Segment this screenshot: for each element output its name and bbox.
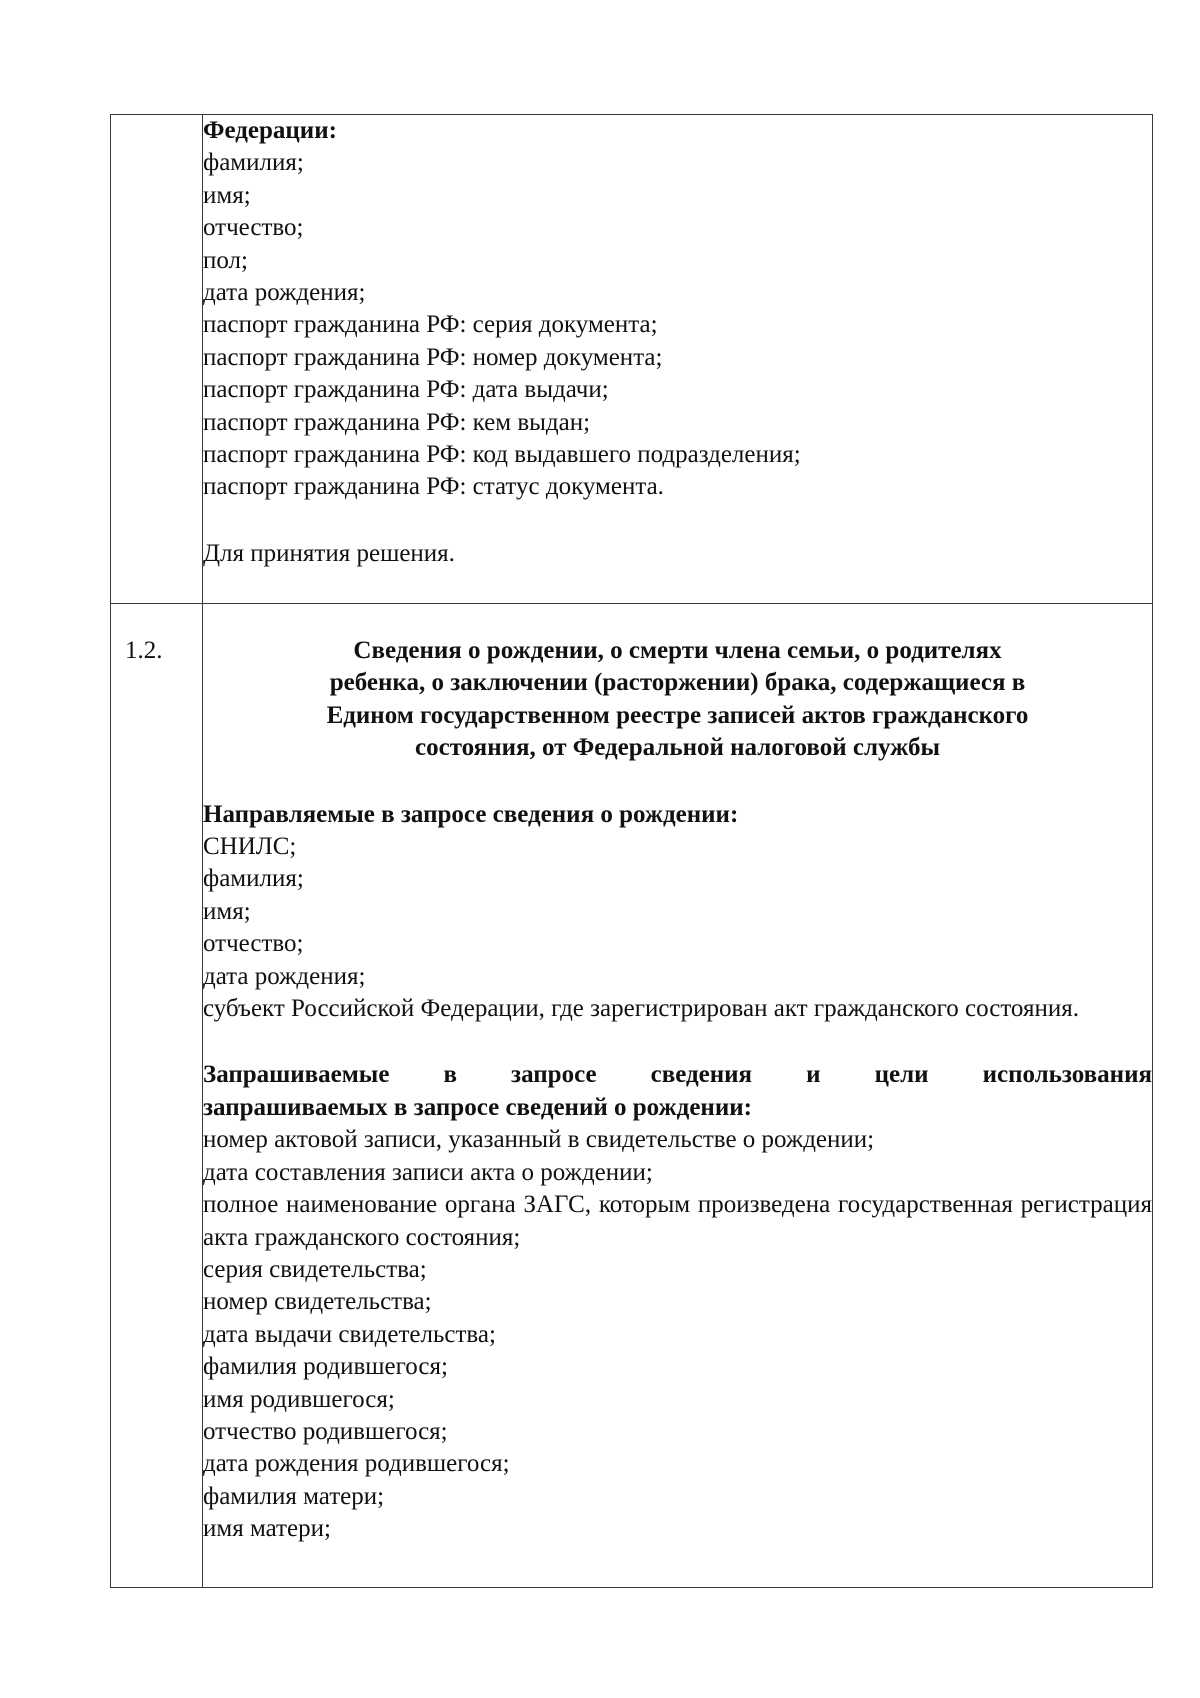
spacer	[203, 1025, 1152, 1059]
heading-word: Запрашиваемые	[203, 1061, 390, 1089]
list-item: номер актовой записи, указанный в свидетельстве о рождении;	[203, 1126, 875, 1154]
heading-word: цели	[874, 1061, 929, 1089]
section-title-line: Едином государственном реестре записей актов гражданского	[326, 701, 1029, 729]
list-item: фамилия;	[203, 149, 304, 177]
list-item: фамилия;	[203, 865, 304, 893]
sent-info-heading: Направляемые в запросе сведения о рождении:	[203, 800, 739, 828]
heading-word: запросе	[511, 1061, 597, 1089]
section-heading: Федерации:	[203, 117, 337, 144]
list-item: дата рождения;	[203, 279, 366, 307]
requested-info-heading-line2: запрашиваемых в запросе сведений о рождении:	[203, 1093, 752, 1121]
list-item: отчество;	[203, 214, 304, 242]
heading-word: сведения	[650, 1061, 753, 1089]
list-item: имя родившегося;	[203, 1385, 395, 1413]
list-item: субъект Российской Федерации, где зарегистрирован акт гражданского состояния.	[203, 995, 1079, 1023]
list-item: дата выдачи свидетельства;	[203, 1320, 496, 1348]
list-item: дата рождения;	[203, 962, 366, 990]
list-item: паспорт гражданина РФ: номер документа;	[203, 343, 663, 371]
list-item: паспорт гражданина РФ: дата выдачи;	[203, 376, 609, 404]
list-item: паспорт гражданина РФ: код выдавшего подразделения;	[203, 441, 801, 469]
row-content-cell	[203, 604, 1153, 1588]
list-item: дата рождения родившегося;	[203, 1450, 510, 1478]
section-title-line: Сведения о рождении, о смерти члена семьи, о родителях	[353, 637, 1002, 664]
row-number-cell	[111, 115, 203, 604]
list-item: СНИЛС;	[203, 833, 297, 861]
list-item: серия свидетельства;	[203, 1255, 427, 1283]
list-item: номер свидетельства;	[203, 1288, 432, 1316]
data-table	[110, 114, 1153, 1588]
heading-word: использования	[982, 1061, 1152, 1089]
list-item: полное наименование органа ЗАГС, которым произведена государственная регистрация акта гражданского состояния;	[203, 1191, 1152, 1251]
list-item: имя матери;	[203, 1515, 331, 1543]
spacer	[203, 765, 1152, 799]
list-item: отчество родившегося;	[203, 1417, 448, 1445]
row-content-cell	[203, 115, 1153, 604]
section-title-line: ребенка, о заключении (расторжении) брака, содержащиеся в	[329, 669, 1026, 697]
purpose-text: Для принятия решения.	[203, 539, 455, 567]
row-number-cell: 1.2.	[111, 604, 203, 1588]
table-row	[111, 115, 1153, 604]
list-item: имя;	[203, 181, 251, 209]
list-item: отчество;	[203, 930, 304, 958]
heading-word: в	[443, 1061, 457, 1089]
list-item: имя;	[203, 897, 251, 925]
list-item: дата составления записи акта о рождении;	[203, 1158, 653, 1186]
list-item: паспорт гражданина РФ: кем выдан;	[203, 408, 591, 436]
spacer	[203, 504, 1152, 538]
list-item: фамилия родившегося;	[203, 1353, 448, 1381]
list-item: паспорт гражданина РФ: серия документа;	[203, 311, 658, 339]
section-title-line: состояния, от Федеральной налоговой службы	[415, 734, 940, 762]
list-item: паспорт гражданина РФ: статус документа.	[203, 473, 664, 501]
requested-info-heading	[203, 1059, 1152, 1091]
list-item: пол;	[203, 246, 248, 274]
table-row	[111, 604, 1153, 1588]
list-item: фамилия матери;	[203, 1482, 385, 1510]
heading-word: и	[806, 1061, 821, 1089]
